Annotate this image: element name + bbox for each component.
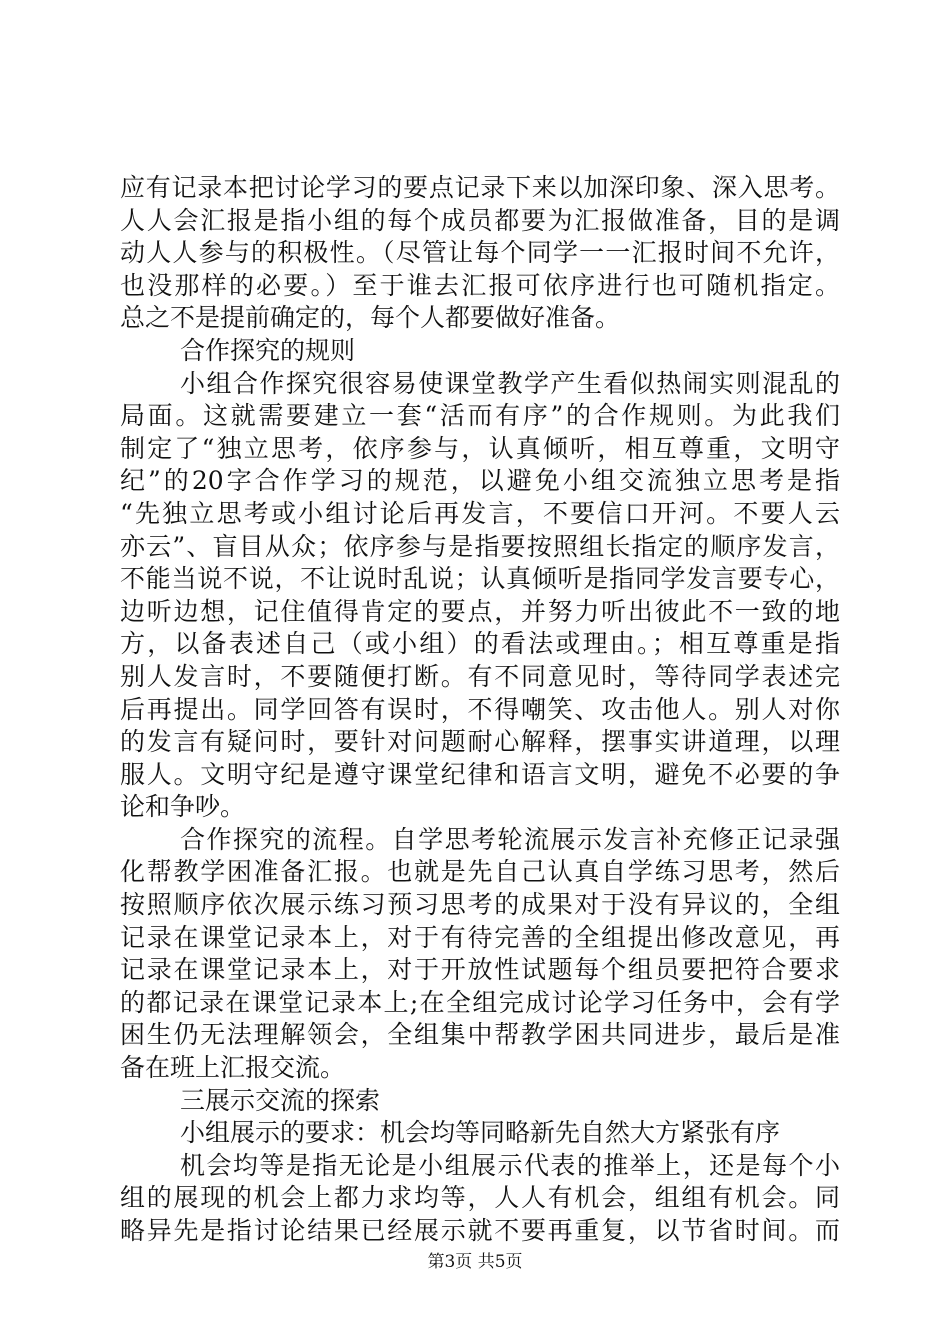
text-line: 纪”的20字合作学习的规范，以避免小组交流独立思考是指 [120, 466, 840, 496]
text-line: 后再提出。同学回答有误时，不得嘲笑、攻击他人。别人对你 [120, 694, 840, 724]
text-line: 记录在课堂记录本上，对于开放性试题每个组员要把符合要求 [120, 955, 840, 985]
text-line: 的都记录在课堂记录本上;在全组完成讨论学习任务中，会有学 [120, 987, 840, 1017]
text-line: 备在班上汇报交流。 [120, 1053, 346, 1083]
text-line: 小组展示的要求：机会均等同略新先自然大方紧张有序 [180, 1118, 781, 1148]
section-heading: 合作探究的规则 [180, 335, 356, 365]
text-line: 方，以备表述自己（或小组）的看法或理由。；相互尊重是指 [120, 629, 840, 659]
text-line: 组的展现的机会上都力求均等，人人有机会，组组有机会。同 [120, 1183, 840, 1213]
section-heading: 三展示交流的探索 [180, 1085, 381, 1115]
text-line: 小组合作探究很容易使课堂教学产生看似热闹实则混乱的 [180, 368, 840, 398]
text-line: 亦云”、盲目从众；依序参与是指要按照组长指定的顺序发言， [120, 531, 840, 561]
text-line: 总之不是提前确定的，每个人都要做好准备。 [120, 303, 621, 333]
text-line: 化帮教学困准备汇报。也就是先自己认真自学练习思考，然后 [120, 857, 840, 887]
text-line: 按照顺序依次展示练习预习思考的成果对于没有异议的，全组 [120, 890, 840, 920]
body-text [120, 172, 840, 1248]
text-line: 人人会汇报是指小组的每个成员都要为汇报做准备，目的是调 [120, 205, 840, 235]
page-footer [0, 1247, 950, 1272]
text-line: 论和争吵。 [120, 792, 246, 822]
text-line: 略异先是指讨论结果已经展示就不要再重复，以节省时间。而 [120, 1216, 840, 1245]
text-line: 制定了“独立思考，依序参与，认真倾听，相互尊重，文明守 [120, 433, 840, 463]
text-line: 动人人参与的积极性。（尽管让每个同学一一汇报时间不允许， [120, 238, 840, 268]
text-line: 局面。这就需要建立一套“活而有序”的合作规则。为此我们 [120, 401, 840, 431]
text-line: 困生仍无法理解领会，全组集中帮教学困共同进步，最后是准 [120, 1020, 840, 1050]
text-line: 不能当说不说，不让说时乱说；认真倾听是指同学发言要专心， [120, 564, 840, 594]
text-line: 边听边想，记住值得肯定的要点，并努力听出彼此不一致的地 [120, 596, 840, 626]
page-number: 第3页 共5页 [427, 1252, 523, 1272]
text-line: 合作探究的流程。自学思考轮流展示发言补充修正记录强 [180, 824, 840, 854]
text-line: 的发言有疑问时，要针对问题耐心解释，摆事实讲道理，以理 [120, 727, 840, 757]
text-line: 也没那样的必要。）至于谁去汇报可依序进行也可随机指定。 [120, 270, 840, 300]
text-line: 应有记录本把讨论学习的要点记录下来以加深印象、深入思考。 [120, 173, 840, 202]
text-line: “先独立思考或小组讨论后再发言，不要信口开河。不要人云 [120, 498, 840, 528]
text-line: 别人发言时，不要随便打断。有不同意见时，等待同学表述完 [120, 661, 840, 691]
text-line: 记录在课堂记录本上，对于有待完善的全组提出修改意见，再 [120, 922, 840, 952]
text-line: 服人。文明守纪是遵守课堂纪律和语言文明，避免不必要的争 [120, 759, 840, 789]
text-line: 机会均等是指无论是小组展示代表的推举上，还是每个小 [180, 1150, 840, 1180]
